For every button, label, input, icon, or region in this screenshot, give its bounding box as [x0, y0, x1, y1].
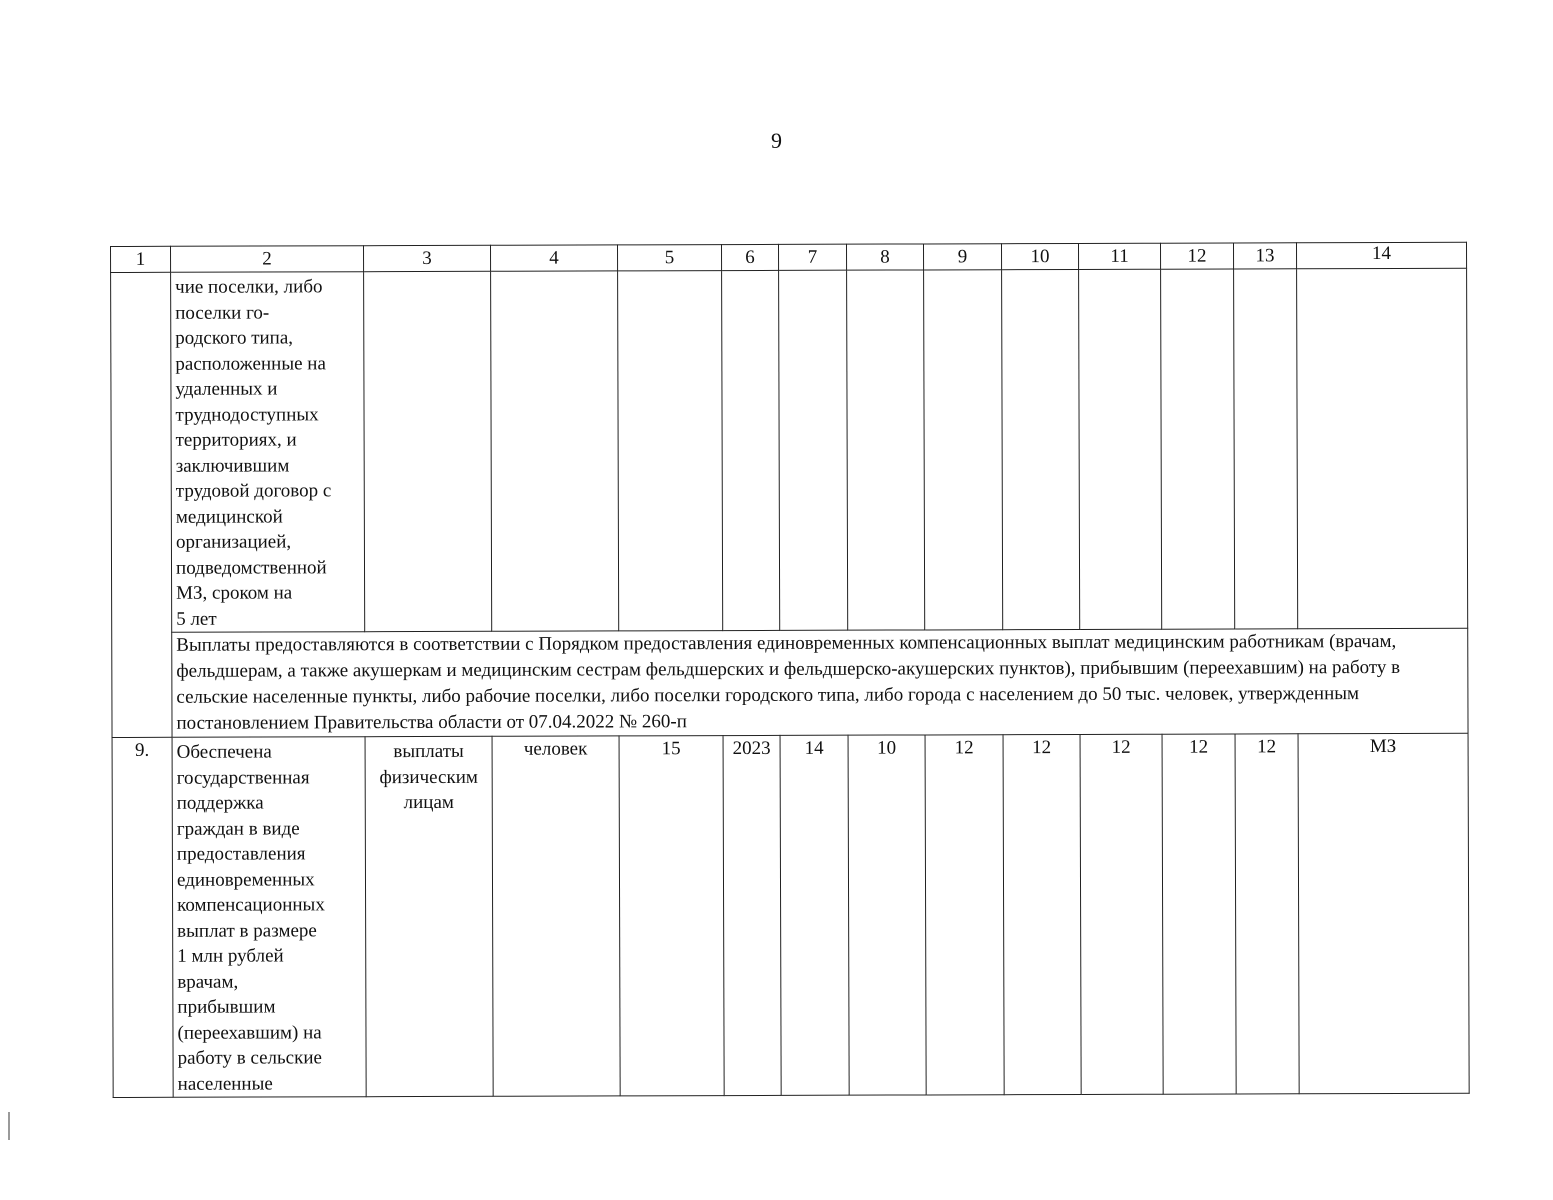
- row-number-cell-empty: [111, 272, 172, 737]
- empty-cell: [618, 271, 723, 631]
- value-cell-col5: 15: [619, 736, 724, 1096]
- empty-cell: [847, 270, 925, 630]
- empty-cell: [1002, 269, 1080, 629]
- document-table: [110, 242, 1470, 1098]
- table-row-continuation: [111, 268, 1468, 632]
- empty-cell: [1161, 269, 1235, 629]
- value-cell-col10: 12: [1003, 734, 1081, 1094]
- description-cell: [172, 737, 366, 1098]
- type-text: выплаты физическим лицам: [379, 740, 478, 814]
- column-header-2: 2: [171, 246, 364, 273]
- column-header-8: 8: [846, 244, 923, 270]
- table-row-9: [112, 733, 1469, 1097]
- empty-cell: [1079, 269, 1162, 629]
- table-row-note: [112, 628, 1468, 737]
- column-header-6: 6: [721, 244, 778, 270]
- note-cell: [172, 628, 1468, 737]
- value-cell-col13: 12: [1235, 734, 1299, 1094]
- year-cell: 2023: [723, 735, 781, 1095]
- value-cell-col7: 14: [780, 735, 849, 1095]
- description-text: Обеспечена государственная поддержка граждан в виде предоставления единовременных компенсационных выплат в размере 1 млн рублей врачам, прибывшим (переехавшим) на работу в сельские населенные: [176, 741, 325, 1095]
- value-cell-col12: 12: [1162, 734, 1236, 1094]
- continuation-description-cell: [171, 272, 365, 633]
- column-header-1: 1: [111, 246, 171, 272]
- column-header-11: 11: [1078, 243, 1160, 269]
- empty-cell: [364, 271, 492, 631]
- value-cell-col9: 12: [925, 735, 1004, 1095]
- column-header-14: 14: [1296, 242, 1466, 269]
- page-number: 9: [771, 128, 782, 153]
- empty-cell: [779, 270, 848, 630]
- column-header-5: 5: [617, 245, 721, 271]
- row-number-cell: 9.: [112, 737, 173, 1097]
- column-header-3: 3: [364, 245, 491, 271]
- scan-artifact-line: [8, 1112, 10, 1140]
- value-cell-col8: 10: [848, 735, 926, 1095]
- column-header-9: 9: [923, 244, 1001, 270]
- empty-cell: [1297, 268, 1468, 629]
- type-cell: [365, 736, 493, 1096]
- empty-cell: [924, 270, 1003, 630]
- responsible-cell: МЗ: [1298, 733, 1469, 1094]
- continuation-description-text: чие поселки, либо поселки го- родского типа, расположенные на удаленных и труднодоступных территориях, и заключившим трудовой договор с медицинской организацией, подведомственной МЗ, сроком на 5 лет: [175, 276, 332, 630]
- empty-cell: [1234, 269, 1298, 629]
- note-text: Выплаты предоставляются в соответствии с Порядком предоставления единовременных компенсационных выплат медицинским работникам (врачам, фельдшерам, а также акушеркам и медицинским сестрам фельдшерских и фельдшерско-акушерских пунктов), прибывшим (переехавшим) на работу в сельские населенные пункты, либо рабочие поселки, либо поселки городского типа, либо города с населением до 50 тыс. человек, утвержденным постановлением Правительства области от 07.04.2022 № 260-п: [176, 630, 1401, 734]
- column-header-4: 4: [490, 245, 617, 271]
- value-cell-col11: 12: [1080, 734, 1163, 1094]
- empty-cell: [491, 271, 619, 631]
- column-header-12: 12: [1160, 243, 1233, 269]
- column-header-10: 10: [1001, 243, 1078, 269]
- unit-cell: человек: [492, 736, 620, 1096]
- column-header-13: 13: [1233, 243, 1296, 269]
- column-header-7: 7: [778, 244, 846, 270]
- empty-cell: [722, 270, 780, 630]
